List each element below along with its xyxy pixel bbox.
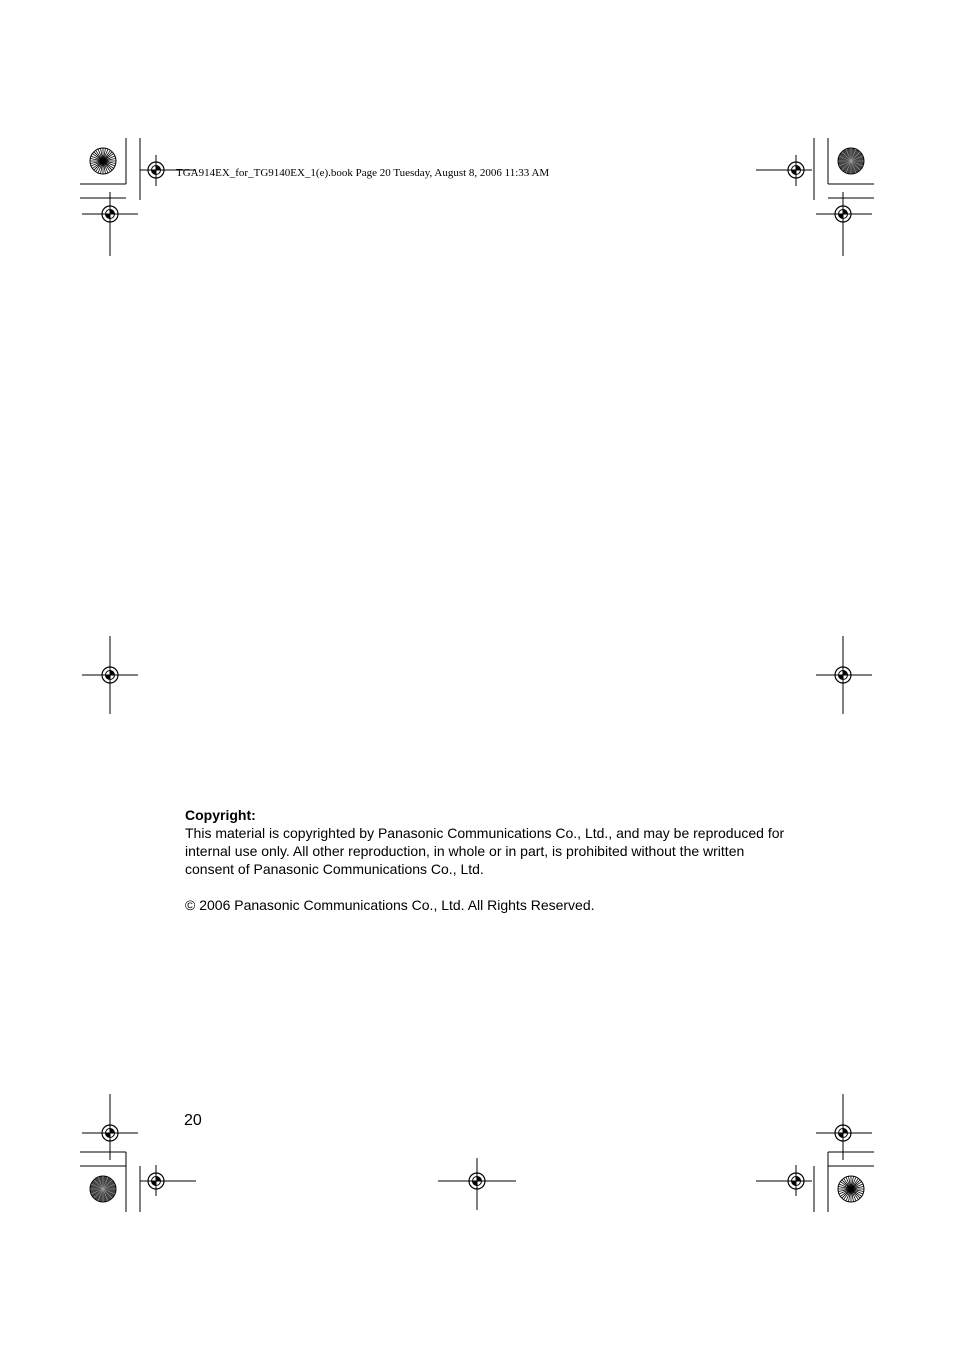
copyright-section [185,806,785,914]
starburst-icon [90,148,116,174]
starburst-icon [838,1176,864,1202]
starburst-icon [90,1176,116,1202]
starburst-icon [838,148,864,174]
page-number: 20 [184,1112,202,1129]
copyright-body: This material is copyrighted by Panasonic Communications Co., Ltd., and may be reproduced for internal use only. All other reproduction, in whole or in part, is prohibited without the written consent of Panasonic Communications Co., Ltd. [185,825,785,877]
copyright-heading: Copyright: [185,807,256,823]
print-file-info: TGA914EX_for_TG9140EX_1(e).book Page 20 Tuesday, August 8, 2006 11:33 AM [176,167,550,179]
copyright-notice: © 2006 Panasonic Communications Co., Ltd. All Rights Reserved. [185,897,595,913]
